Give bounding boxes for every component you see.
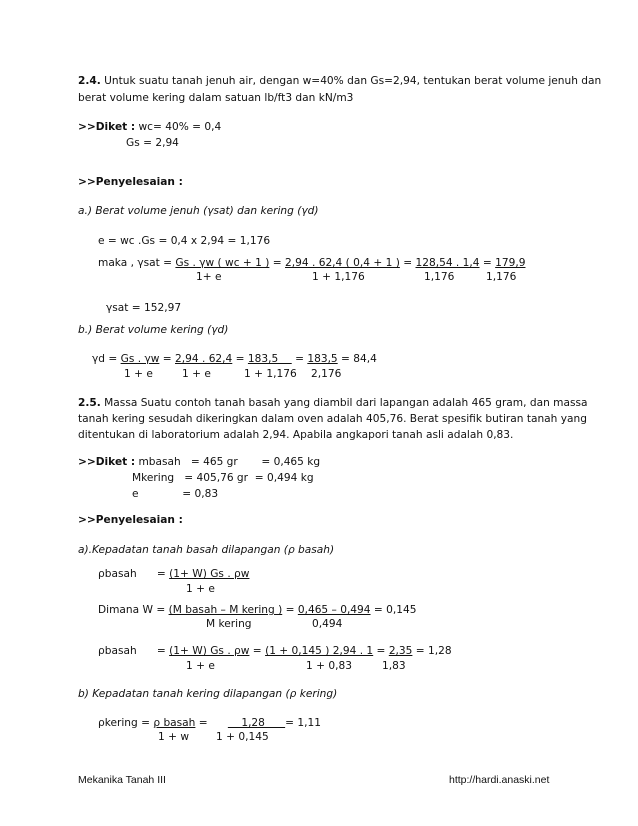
problem-number: 2.5. (78, 397, 101, 409)
ysat-result: γsat = 152,97 (106, 302, 182, 314)
problem-2-4-line2: berat volume kering dalam satuan lb/ft3 dan kN/m3 (78, 92, 354, 104)
footer-url[interactable]: http://hardi.anaski.net (449, 774, 550, 786)
rho-basah-formula-denominator: 1 + e (186, 583, 215, 595)
rho-basah-calc-denominator-1: 1 + e (186, 660, 215, 672)
rho-basah-calc-denominator-3: 1,83 (382, 660, 406, 672)
section-a-label-2: a).Kepadatan tanah basah dilapangan (ρ basah) (78, 544, 335, 556)
yd-denominator-4: 2,176 (311, 368, 342, 380)
section-b-label: b.) Berat volume kering (γd) (78, 324, 229, 336)
yd-denominator-2: 1 + e (182, 368, 211, 380)
ysat-denominator-2: 1 + 1,176 (312, 271, 365, 283)
rho-kering-denominator-2: 1 + 0,145 (216, 731, 269, 743)
section-b-label-2: b) Kepadatan tanah kering dilapangan (ρ kering) (78, 688, 338, 700)
diket-mbasah: >>Diket : mbasah = 465 gr = 0,465 kg (78, 456, 321, 468)
problem-2-4-line1: 2.4. Untuk suatu tanah jenuh air, dengan w=40% dan Gs=2,94, tentukan berat volume jenuh dan (78, 75, 602, 87)
rho-basah-calc-denominator-2: 1 + 0,83 (306, 660, 352, 672)
problem-number: 2.4. (78, 75, 101, 87)
section-a-label: a.) Berat volume jenuh (γsat) dan kering (γd) (78, 205, 319, 217)
void-ratio-equation: e = wc .Gs = 0,4 x 2,94 = 1,176 (98, 235, 271, 247)
rho-basah-calc: ρbasah = (1+ W) Gs . ρw = (1 + 0,145 ) 2,94 . 1 = 2,35 = 1,28 (98, 645, 452, 657)
penyelesaian-heading-2: >>Penyelesaian : (78, 514, 183, 526)
ysat-denominator-4: 1,176 (486, 271, 517, 283)
diket-label: >>Diket : (78, 121, 136, 133)
w-equation-numerators: Dimana W = (M basah – M kering ) = 0,465 – 0,494 = 0,145 (98, 604, 417, 616)
diket-label: >>Diket : (78, 456, 136, 468)
rho-basah-formula: ρbasah = (1+ W) Gs . ρw (98, 568, 250, 580)
yd-denominator-1: 1 + e (124, 368, 153, 380)
problem-2-5-line3: ditentukan di laboratorium adalah 2,94. Apabila angkapori tanah asli adalah 0,83. (78, 429, 514, 441)
w-denominator-2: 0,494 (312, 618, 343, 630)
diket-e: e = 0,83 (132, 488, 219, 500)
ysat-equation-numerators: maka , γsat = Gs . γw ( wc + 1 ) = 2,94 . 62,4 ( 0,4 + 1 ) = 128,54 . 1,4 = 179,9 (98, 257, 526, 269)
ysat-denominator-3: 1,176 (424, 271, 455, 283)
ysat-denominator-1: 1+ e (196, 271, 222, 283)
rho-kering-denominator-1: 1 + w (158, 731, 190, 743)
yd-equation-numerators: γd = Gs . γw = 2,94 . 62,4 = 183,5 = 183,5 = 84,4 (92, 353, 377, 365)
rho-kering-calc: ρkering = ρ basah = 1,28 = 1,11 (98, 717, 321, 729)
yd-denominator-3: 1 + 1,176 (244, 368, 297, 380)
problem-2-5-line1: 2.5. Massa Suatu contoh tanah basah yang diambil dari lapangan adalah 465 gram, dan massa (78, 397, 588, 409)
diket-gs: Gs = 2,94 (126, 137, 179, 149)
penyelesaian-heading: >>Penyelesaian : (78, 176, 183, 188)
problem-2-5-line2: tanah kering sesudah dikeringkan dalam oven adalah 405,76. Berat spesifik butiran tanah yang (78, 413, 587, 425)
footer-course-title: Mekanika Tanah III (78, 774, 166, 786)
w-denominator-1: M kering (206, 618, 252, 630)
diket-line: >>Diket : wc= 40% = 0,4 (78, 121, 222, 133)
diket-mkering: Mkering = 405,76 gr = 0,494 kg (132, 472, 314, 484)
